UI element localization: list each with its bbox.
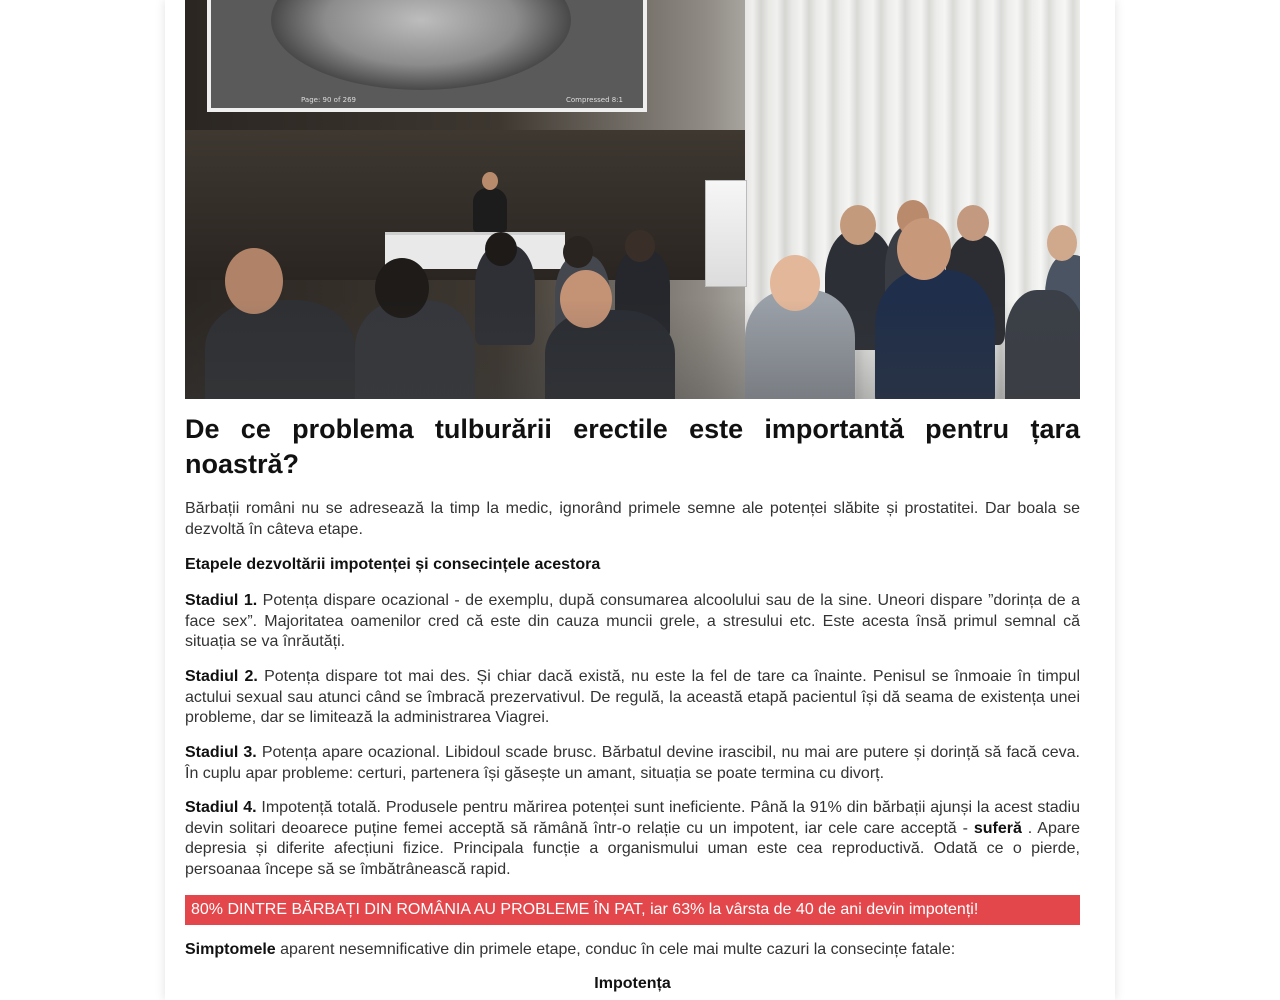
attendee-head	[1047, 225, 1077, 261]
attendee-head	[897, 218, 951, 280]
stage-4-emphasis: suferă	[973, 819, 1022, 837]
attendee-head	[485, 232, 517, 266]
stage-3-paragraph	[185, 743, 1080, 784]
statistic-banner: 80% DINTRE BĂRBAȚI DIN ROMÂNIA AU PROBLEME ÎN PAT, iar 63% la vârsta de 40 de ani devin impotenți!	[185, 895, 1080, 925]
stage-2-text: Potența dispare tot mai des. Și chiar dacă există, nu este la fel de tare ca înainte. Penisul se înmoaie în timpul actului sexual sau atunci când se îmbracă prezervativul. De regulă, la această etapă pacientul își dă seama de existența unei probleme, dar se limitează la administrarea Viagrei.	[185, 668, 1081, 726]
stage-1-paragraph	[185, 591, 1080, 653]
attendee-head	[957, 205, 989, 241]
article-page	[165, 0, 1115, 1000]
symptoms-text: aparent nesemnificative din primele etape, conduc în cele mai multe cazuri la consecințe fatale:	[275, 941, 956, 958]
stage-1-text: Potența dispare ocazional - de exemplu, după consumarea alcoolului sau de la sine. Uneori dispare ”dorința de a face sex”. Majoritatea oamenilor cred că este din cauza muncii grele, a stresului etc. Este acesta însă primul semnal că situația se va înrăutăți.	[185, 592, 1081, 650]
stage-1-label: Stadiul 1.	[185, 592, 258, 609]
stage-3-label: Stadiul 3.	[185, 744, 257, 761]
attendee-head	[563, 236, 593, 268]
stage-4-text-before: Impotență totală. Produsele pentru mărirea potenței sunt ineficiente. Până la 91% din bărbații ajunși la acest stadiu devin solitari deoarece puține femei acceptă să rămână într-o relație cu un impotent, iar cele care acceptă -	[185, 799, 1081, 837]
stage-2-paragraph	[185, 667, 1080, 729]
screen-caption-right: Compressed 8:1	[566, 96, 623, 104]
conference-photo	[185, 0, 1080, 399]
stage-4-paragraph	[185, 798, 1080, 880]
stages-heading: Etapele dezvoltării impotenței și consecințele acestora	[185, 556, 601, 573]
attendee-head	[840, 205, 876, 245]
article-content	[185, 0, 1081, 992]
symptoms-label: Simptomele	[185, 941, 276, 958]
attendee-head	[625, 230, 655, 262]
article-title: De ce problema tulburării erectile este importantă pentru țara noastră?	[185, 414, 1080, 479]
stage-2-label: Stadiul 2.	[185, 668, 258, 685]
stage-4-label: Stadiul 4.	[185, 799, 257, 816]
symptoms-paragraph	[185, 940, 1080, 961]
stage-4-text-after: . Apare depresia și diferite afecțiuni fizice. Principala funcție a organismului uman este cea reproductivă. Odată ce o pierde, persoanaa începe să se îmbătrânească rapid.	[185, 819, 1080, 878]
screen-caption-left: Page: 90 of 269	[301, 96, 356, 104]
impotence-heading: Impotența	[594, 975, 671, 992]
intro-paragraph: Bărbații români nu se adresează la timp la medic, ignorând primele semne ale potenței slăbite și prostatitei. Dar boala se dezvoltă în câteva etape.	[185, 500, 1080, 538]
photo-floor	[185, 300, 1080, 399]
stage-3-text: Potența apare ocazional. Libidoul scade brusc. Bărbatul devine irascibil, nu mai are putere și dorință să facă ceva. În cuplu apar probleme: certuri, partenera își găsește un amant, situația se poate termina cu divorț.	[185, 744, 1080, 782]
